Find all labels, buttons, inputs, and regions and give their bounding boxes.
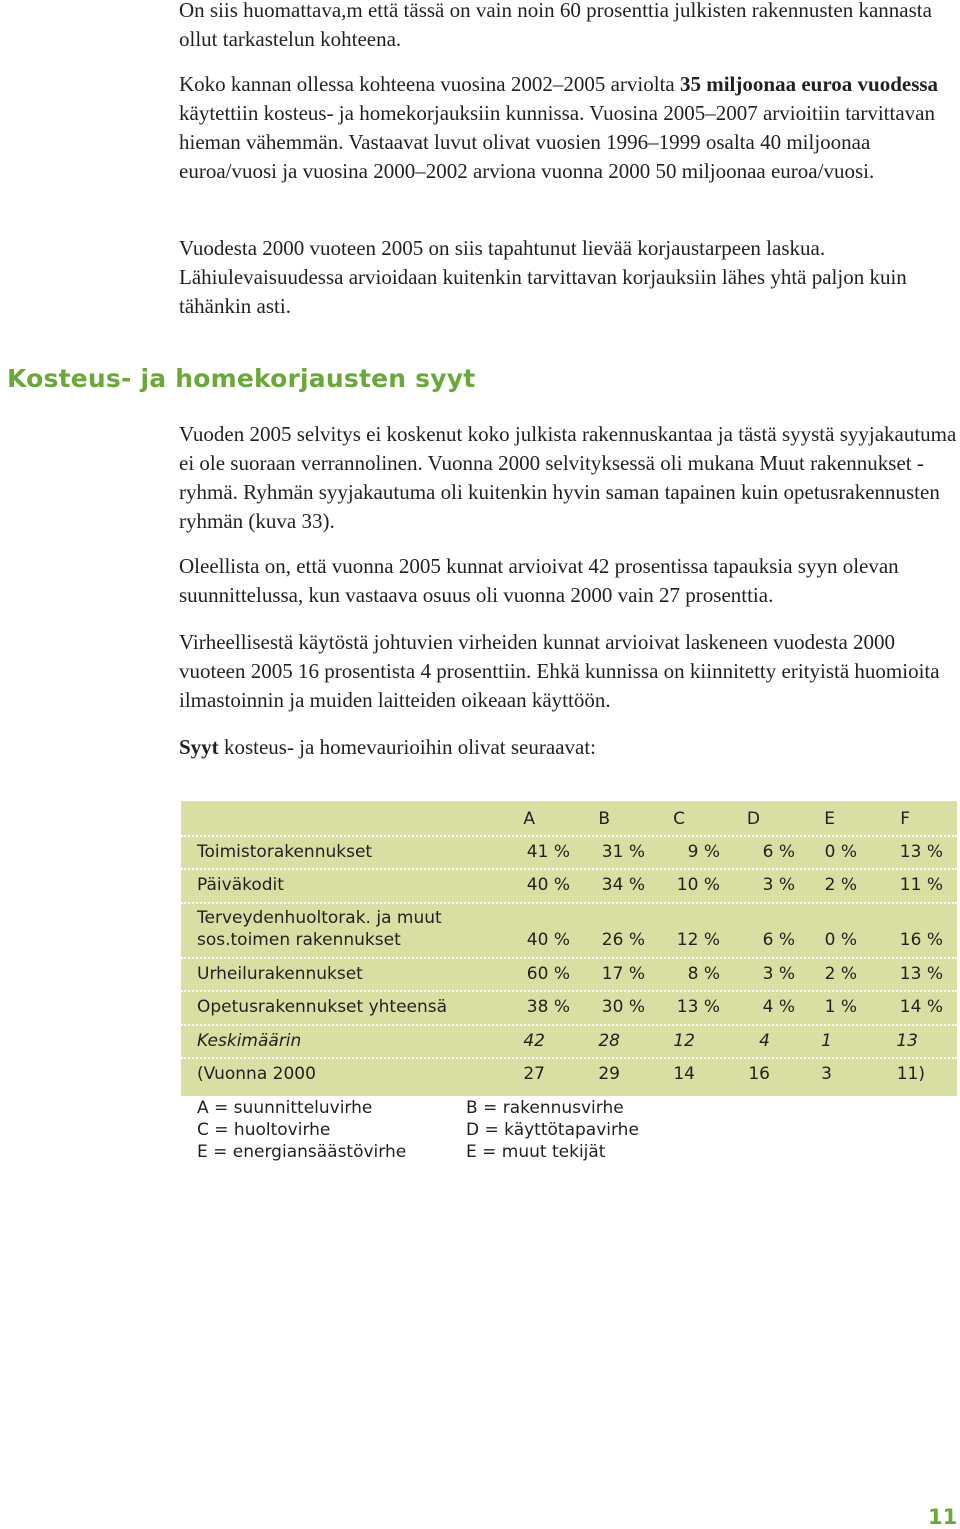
legend-item: A = suunnitteluvirhe bbox=[197, 1098, 373, 1118]
row-divider bbox=[181, 1057, 957, 1059]
text-span: kosteus- ja homevaurioihin olivat seuraavat: bbox=[218, 735, 597, 759]
table-cell: 34 % bbox=[601, 875, 645, 895]
row-label: Keskimäärin bbox=[197, 1031, 302, 1051]
table-cell: 1 % bbox=[824, 997, 857, 1017]
row-label: Terveydenhuoltorak. ja muut bbox=[197, 908, 442, 928]
table-cell: 13 % bbox=[899, 842, 943, 862]
table-cell: 9 % bbox=[687, 842, 720, 862]
table-cell: 11 % bbox=[899, 875, 943, 895]
table-cell: 11) bbox=[896, 1064, 925, 1084]
table-cell: 4 bbox=[759, 1031, 770, 1051]
legend-right bbox=[466, 1097, 639, 1163]
column-header: E bbox=[824, 809, 835, 829]
text-span: Koko kannan ollessa kohteena vuosina 2002–2005 arviolta bbox=[179, 72, 680, 96]
table-cell: 13 % bbox=[899, 964, 943, 984]
legend-item: E = energiansäästövirhe bbox=[197, 1142, 407, 1162]
table-cell: 3 % bbox=[762, 875, 795, 895]
table-cell: 12 bbox=[673, 1031, 695, 1051]
table-cell: 2 % bbox=[824, 875, 857, 895]
row-divider bbox=[181, 990, 957, 992]
table-cell: 27 bbox=[523, 1064, 545, 1084]
table-cell: 0 % bbox=[824, 930, 857, 950]
paragraph-trend: Vuodesta 2000 vuoteen 2005 on siis tapahtunut lievää korjaustarpeen laskua. Lähiulevaisuudessa arvioidaan kuitenkin tarvittavan korjauksiin lähes yhtä paljon kuin tähänkin asti. bbox=[179, 236, 907, 318]
row-label-continued: sos.toimen rakennukset bbox=[197, 930, 401, 950]
table-cell: 6 % bbox=[762, 842, 795, 862]
table-cell: 3 % bbox=[762, 964, 795, 984]
table-cell: 10 % bbox=[676, 875, 720, 895]
table-cell: 0 % bbox=[824, 842, 857, 862]
table-cell: 4 % bbox=[762, 997, 795, 1017]
row-divider bbox=[181, 902, 957, 904]
row-label: Opetusrakennukset yhteensä bbox=[197, 997, 448, 1017]
legend-item: D = käyttötapavirhe bbox=[466, 1120, 639, 1140]
legend-item: E = muut tekijät bbox=[466, 1142, 606, 1162]
table-cell: 14 bbox=[673, 1064, 695, 1084]
table-cell: 40 % bbox=[526, 875, 570, 895]
section-heading: Kosteus- ja homekorjausten syyt bbox=[7, 364, 476, 393]
legend-item: B = rakennusvirhe bbox=[466, 1098, 624, 1118]
bold-causes: Syyt bbox=[179, 735, 219, 759]
paragraph-design-errors: Oleellista on, että vuonna 2005 kunnat arvioivat 42 prosentissa tapauksia syyn olevan suunnittelussa, kun vastaava osuus oli vuonna 2000 vain 27 prosenttia. bbox=[179, 554, 899, 607]
table-cell: 30 % bbox=[601, 997, 645, 1017]
table-cell: 26 % bbox=[601, 930, 645, 950]
table-cell: 12 % bbox=[676, 930, 720, 950]
table-cell: 41 % bbox=[526, 842, 570, 862]
paragraph-survey-scope: Vuoden 2005 selvitys ei koskenut koko julkista rakennuskantaa ja tästä syystä syyjakautuma ei ole suoraan verrannolinen. Vuonna 2000 selvityksessä oli mukana Muut rakennukset -ryhmä. Ryhmän syyjakautuma oli kuitenkin hyvin saman tapainen kuin opetusrakennusten ryhmän (kuva 33). bbox=[179, 422, 957, 533]
table-cell: 40 % bbox=[526, 930, 570, 950]
text-span: käytettiin kosteus- ja homekorjauksiin kunnissa. Vuosina 2005–2007 arvioitiin tarvittavan hieman vähemmän. Vastaavat luvut olivat vuosien 1996–1999 osalta 40 miljoonaa euroa/vuosi ja vuosina 2000–2002 arviona vuonna 2000 50 miljoonaa euroa/vuosi. bbox=[179, 101, 935, 183]
table-cell: 14 % bbox=[899, 997, 943, 1017]
table-cell: 17 % bbox=[601, 964, 645, 984]
table-cell: 16 bbox=[748, 1064, 770, 1084]
table-cell: 13 bbox=[896, 1031, 918, 1051]
legend-left bbox=[197, 1097, 406, 1163]
table-cell: 29 bbox=[598, 1064, 620, 1084]
table-cell: 28 bbox=[598, 1031, 620, 1051]
column-header: A bbox=[523, 809, 535, 829]
row-divider bbox=[181, 868, 957, 870]
row-label: (Vuonna 2000 bbox=[197, 1064, 316, 1084]
table-cell: 38 % bbox=[526, 997, 570, 1017]
table-cell: 13 % bbox=[676, 997, 720, 1017]
row-divider bbox=[181, 835, 957, 837]
paragraph-causes-intro bbox=[179, 733, 957, 762]
column-header: D bbox=[746, 809, 760, 829]
table-cell: 6 % bbox=[762, 930, 795, 950]
bold-amount: 35 miljoonaa euroa vuodessa bbox=[679, 72, 939, 96]
column-header: B bbox=[598, 809, 610, 829]
table-cell: 2 % bbox=[824, 964, 857, 984]
paragraph-sample-share: On siis huomattava,m että tässä on vain noin 60 prosenttia julkisten rakennusten kannasta ollut tarkastelun kohteena. bbox=[179, 0, 932, 51]
table-cell: 60 % bbox=[526, 964, 570, 984]
legend-item: C = huoltovirhe bbox=[197, 1120, 331, 1140]
table-cell: 8 % bbox=[687, 964, 720, 984]
column-header: F bbox=[900, 809, 910, 829]
page-number: 11 bbox=[928, 1505, 958, 1529]
table-cell: 1 bbox=[821, 1031, 832, 1051]
row-divider bbox=[181, 957, 957, 959]
row-label: Päiväkodit bbox=[197, 875, 284, 895]
table-cell: 3 bbox=[821, 1064, 832, 1084]
table-cell: 42 bbox=[523, 1031, 545, 1051]
row-label: Toimistorakennukset bbox=[197, 842, 373, 862]
table-cell: 31 % bbox=[601, 842, 645, 862]
row-label: Urheilurakennukset bbox=[197, 964, 363, 984]
paragraph-repair-costs bbox=[179, 70, 957, 186]
paragraph-usage-errors: Virheellisestä käytöstä johtuvien virheiden kunnat arvioivat laskeneen vuodesta 2000 vuoteen 2005 16 prosentista 4 prosenttiin. Ehkä kunnissa on kiinnitetty erityistä huomioita ilmastoinnin ja muiden laitteiden oikeaan käyttöön. bbox=[179, 630, 940, 712]
row-divider bbox=[181, 1024, 957, 1026]
table-cell: 16 % bbox=[899, 930, 943, 950]
column-header: C bbox=[673, 809, 685, 829]
